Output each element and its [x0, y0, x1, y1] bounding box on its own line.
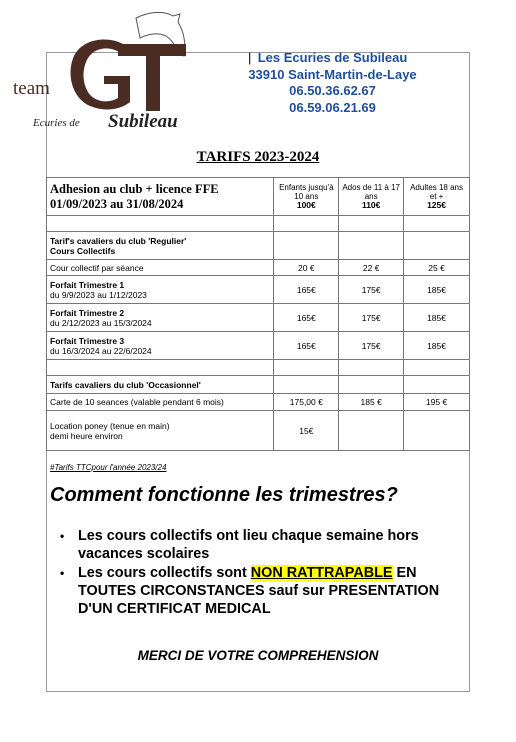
row-label: du 16/3/2024 au 22/6/2024: [50, 345, 152, 356]
header-adultes-label: Adultes 18 ans et +: [410, 183, 464, 201]
highlighted-text: NON RATTRAPABLE: [250, 565, 393, 581]
table-spacer-row: [47, 216, 470, 232]
row-enfants-price: 175,00 €: [274, 394, 339, 411]
header-ados-price: 110€: [361, 200, 381, 210]
section-regulier-line1: Tarif's cavaliers du club 'Regulier': [50, 235, 187, 246]
row-enfants-price: 20 €: [274, 260, 339, 276]
club-address: 33910 Saint-Martin-de-Laye: [248, 66, 417, 82]
row-enfants-price: 165€: [274, 332, 339, 360]
row-label-cell: [47, 411, 274, 451]
row-adultes-price: 185€: [404, 304, 470, 332]
row-label: Cour collectif par séance: [47, 260, 274, 276]
merci-text: MERCI DE VOTRE COMPREHENSION: [137, 648, 379, 663]
row-title: Forfait Trimestre 3: [50, 335, 125, 346]
row-adultes-price: 25 €: [404, 260, 470, 276]
row-enfants-price: 15€: [274, 411, 339, 451]
row-ados-price: 185 €: [339, 394, 404, 411]
row-label-cell: [47, 276, 274, 304]
bullet-icon: •: [60, 566, 65, 580]
row-ados-price: 175€: [339, 332, 404, 360]
row-title: Forfait Trimestre 2: [50, 307, 125, 318]
logo-subileau-text: Subileau: [108, 111, 178, 132]
row-label: du 9/9/2023 au 1/12/2023: [50, 289, 147, 300]
header-enfants-price: 100€: [296, 200, 316, 210]
logo-ecuries-text: Ecuries de: [33, 117, 80, 129]
page-title: TARIFS 2023-2024: [196, 149, 320, 165]
row-ados-price: 175€: [339, 276, 404, 304]
header-ados-cell: [339, 178, 404, 216]
table-spacer-row: [47, 360, 470, 376]
row-ados-price: 175€: [339, 304, 404, 332]
row-label: demi heure environ: [50, 430, 123, 441]
row-label: du 2/12/2023 au 15/3/2024: [50, 317, 152, 328]
table-row: [47, 304, 470, 332]
table-row: [47, 276, 470, 304]
header-adultes-price: 125€: [427, 200, 446, 210]
section-heading: Comment fonctionne les trimestres?: [50, 484, 398, 506]
bullet-icon: •: [60, 529, 65, 543]
table-row: [47, 260, 470, 276]
table-row: [47, 394, 470, 411]
header-adultes-cell: [404, 178, 470, 216]
section-regulier-line2: Cours Collectifs: [50, 245, 116, 256]
row-title: Forfait Trimestre 1: [50, 279, 125, 290]
row-adultes-price: 185€: [404, 332, 470, 360]
section-regulier-row: [47, 232, 470, 260]
section-occasionnel-cell: Tarifs cavaliers du club 'Occasionnel': [47, 376, 274, 394]
contact-block: [240, 50, 425, 116]
header-ados-label: Ados de 11 à 17 ans: [342, 183, 401, 201]
row-ados-price: 22 €: [339, 260, 404, 276]
footnote: #Tarifs TTCpour l'année 2023/24: [50, 463, 167, 472]
separator-bar: |: [248, 50, 252, 65]
phone-2: 06.59.06.21.69: [289, 99, 376, 115]
table-row: [47, 411, 470, 451]
row-label-cell: [47, 304, 274, 332]
phone-1: 06.50.36.62.67: [289, 83, 376, 98]
table-row: [47, 332, 470, 360]
row-adultes-price: 185€: [404, 276, 470, 304]
header-adhesion-line1: Adhesion au club + licence FFE: [50, 181, 219, 196]
row-label-cell: [47, 332, 274, 360]
rules-list: [58, 527, 468, 619]
header-adhesion-cell: [47, 178, 274, 216]
row-label: Location poney (tenue en main): [50, 420, 170, 431]
rule-text-after: EN TOUTES CIRCONSTANCES sauf sur PRESENTATION D'UN CERTIFICAT MEDICAL: [78, 565, 440, 617]
team-gt-logo: [8, 6, 243, 136]
rule-text: Les cours collectifs ont lieu chaque semaine hors vacances scolaires: [78, 528, 419, 562]
logo-team-text: team: [13, 78, 50, 99]
row-enfants-price: 165€: [274, 304, 339, 332]
header-adhesion-line2: 01/09/2023 au 31/08/2024: [50, 196, 184, 211]
header-enfants-cell: [274, 178, 339, 216]
club-name: Les Ecuries de Subileau: [257, 50, 408, 65]
tarifs-table: [46, 177, 470, 451]
list-item: [58, 527, 468, 563]
rule-text-before: Les cours collectifs sont: [78, 565, 251, 581]
header-enfants-label: Enfants jusqu'à 10 ans: [279, 183, 334, 201]
row-adultes-price: 195 €: [404, 394, 470, 411]
list-item: [58, 564, 468, 618]
table-header-row: [47, 178, 470, 216]
logo-graphic: [8, 6, 243, 136]
row-enfants-price: 165€: [274, 276, 339, 304]
section-occasionnel-row: [47, 376, 470, 394]
section-regulier-cell: [47, 232, 274, 260]
row-label: Carte de 10 seances (valable pendant 6 mois): [47, 394, 274, 411]
